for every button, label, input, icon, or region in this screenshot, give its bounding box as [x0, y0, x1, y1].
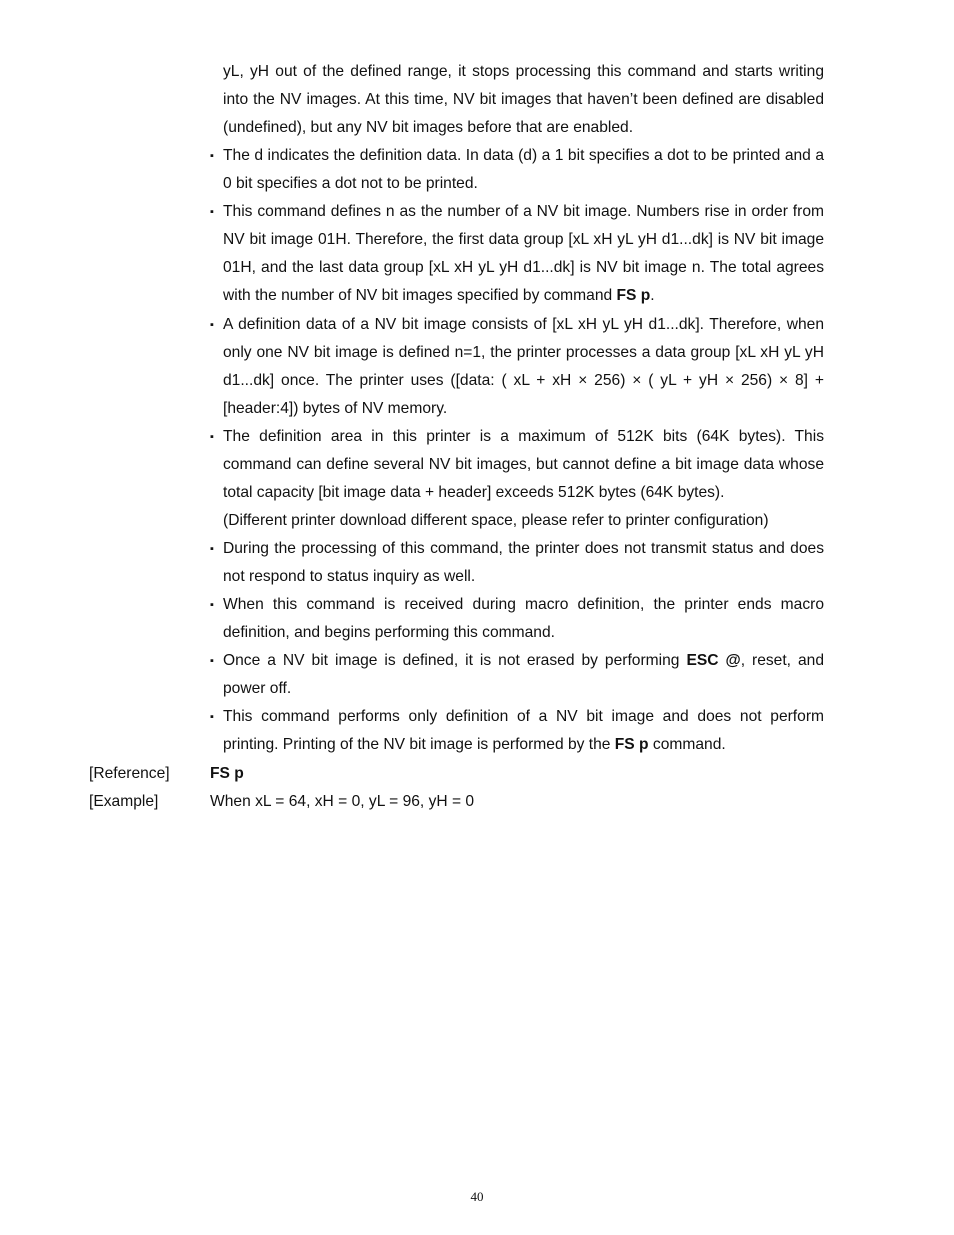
bullet-icon: ▪	[210, 319, 214, 331]
list-item	[210, 703, 824, 759]
list-item	[210, 423, 824, 507]
list-item-text: This command performs only definition of a NV bit image and does not perform printing. Printing of the NV bit image is performed by the	[223, 708, 824, 754]
list-item-text-tail: command.	[648, 736, 726, 754]
page-number: 40	[470, 1189, 484, 1204]
list-item	[210, 142, 824, 198]
reference-value: FS p	[210, 765, 244, 782]
list-item-text: A definition data of a NV bit image consists of [xL xH yL yH d1...dk]. Therefore, when only one NV bit image is defined n=1, the printer processes a data group [xL xH yL yH d1...dk] once. The printer uses ([data: ( xL + xH × 256) × ( yL + yH × 256) × 8] + [header:4]) bytes of NV memory.	[223, 316, 824, 418]
list-item-text-tail: .	[650, 287, 655, 305]
list-item	[210, 591, 824, 647]
example-value: When xL = 64, xH = 0, yL = 96, yH = 0	[210, 793, 475, 810]
list-item	[210, 198, 824, 310]
example-label: [Example]	[89, 793, 159, 810]
list-item-text: When this command is received during macro definition, the printer ends macro definition, and begins performing this command.	[223, 596, 824, 642]
list-item-text: The definition area in this printer is a maximum of 512K bits (64K bytes). This command can define several NV bit images, but cannot define a bit image data whose total capacity [bit image data + header] exceeds 512K bytes (64K bytes).	[223, 428, 824, 502]
list-item-text: This command defines n as the number of a NV bit image. Numbers rise in order from NV bit image 01H. Therefore, the first data group [xL xH yL yH d1...dk] is NV bit image 01H, and the last data group [xL xH yL yH d1...dk] is NV bit image n. The total agrees with the number of NV bit images specified by command	[223, 203, 824, 305]
command-name: FS p	[616, 287, 651, 305]
list-item	[210, 647, 824, 703]
bullet-icon: ▪	[210, 431, 214, 443]
bullet-icon: ▪	[210, 206, 214, 218]
list-item	[210, 535, 824, 591]
reference-label: [Reference]	[89, 765, 170, 782]
list-item-text: During the processing of this command, the printer does not transmit status and does not respond to status inquiry as well.	[223, 540, 824, 586]
intro-paragraph: yL, yH out of the defined range, it stops processing this command and starts writing into the NV images. At this time, NV bit images that haven’t been defined are disabled (undefined), but any NV bit images before that are enabled.	[223, 63, 824, 137]
command-name: FS p	[614, 736, 649, 754]
bullet-icon: ▪	[210, 543, 214, 555]
bullet-icon: ▪	[210, 711, 214, 723]
bullet-icon: ▪	[210, 599, 214, 611]
list-item-text: The d indicates the definition data. In data (d) a 1 bit specifies a dot to be printed and a 0 bit specifies a dot not to be printed.	[223, 147, 824, 193]
list-item-text: Once a NV bit image is defined, it is not erased by performing	[223, 652, 687, 669]
list-item-text-tail: , reset, and power off.	[223, 652, 824, 698]
note-text: (Different printer download different space, please refer to printer configuration)	[223, 512, 769, 529]
bullet-icon: ▪	[210, 655, 214, 667]
list-item	[210, 311, 824, 423]
command-name: ESC @	[686, 652, 741, 669]
bullet-icon: ▪	[210, 150, 214, 162]
